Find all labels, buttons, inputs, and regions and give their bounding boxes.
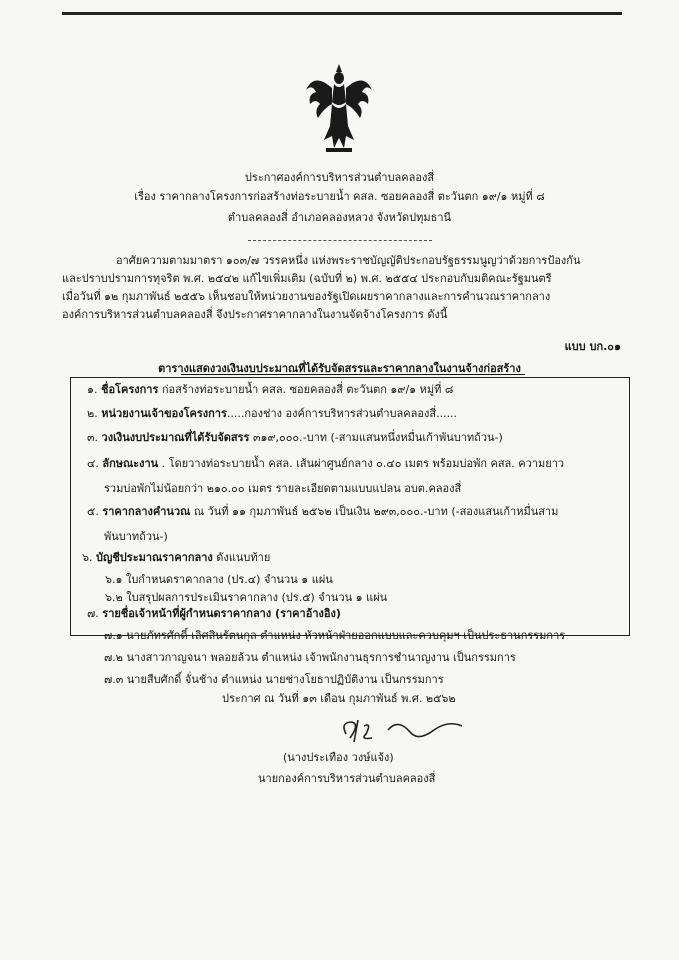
- intro-line-2: และปราบปรามการทุจริต พ.ศ. ๒๕๔๒ แก้ไขเพิ่มเติม (ฉบับที่ ๒) พ.ศ. ๒๕๕๔ ประกอบกับมติคณะรัฐมนตรี: [62, 272, 552, 285]
- announcement-subject: เรื่อง ราคากลางโครงการก่อสร้างท่อระบายน้ำ คสล. ซอยคลองสี่ ตะวันตก ๑๙/๑ หมู่ที่ ๘: [134, 190, 545, 203]
- item-4-cont: รวมบ่อพักไม่น้อยกว่า ๒๑๐.๐๐ เมตร รายละเอียดตามแบบแปลน อบต.คลองสี่: [104, 482, 462, 495]
- item-7-3: ๗.๓ นายสืบศักดิ์ จั่นช้าง ตำแหน่ง นายช่างโยธาปฏิบัติงาน เป็นกรรมการ: [104, 673, 444, 686]
- item-1: ๑. ชื่อโครงการ ก่อสร้างท่อระบายน้ำ คสล. ซอยคลองสี่ ตะวันตก ๑๙/๑ หมู่ที่ ๘: [87, 383, 454, 396]
- item-6-2: ๖.๒ ใบสรุปผลการประเมินราคากลาง (ปร.๕) จำนวน ๑ แผ่น: [105, 591, 388, 604]
- announcement-title: ประกาศองค์การบริหารส่วนตำบลคลองสี่: [244, 171, 435, 184]
- announce-date: ประกาศ ณ วันที่ ๑๓ เดือน กุมภาพันธ์ พ.ศ. ๒๕๖๒: [222, 692, 456, 705]
- intro-line-1: อาศัยความตามมาตรา ๑๐๓/๗ วรรคหนึ่ง แห่งพระราชบัญญัติประกอบรัฐธรรมนูญว่าด้วยการป้องกัน: [116, 254, 581, 267]
- item-5: ๕. ราคากลางคำนวณ ณ วันที่ ๑๑ กุมภาพันธ์ ๒๕๖๒ เป็นเงิน ๒๙๓,๐๐๐.-บาท (-สองแสนเก้าหมื่นสาม: [87, 505, 559, 518]
- form-code: แบบ บก.๐๑: [564, 340, 621, 353]
- signatory-position: นายกองค์การบริหารส่วนตำบลคลองสี่: [258, 772, 436, 785]
- item-7: ๗. รายชื่อเจ้าหน้าที่ผู้กำหนดราคากลาง (ราคาอ้างอิง): [87, 607, 341, 620]
- item-3: ๓. วงเงินงบประมาณที่ได้รับจัดสรร ๓๑๙,๐๐๐.-บาท (-สามแสนหนึ่งหมื่นเก้าพันบาทถ้วน-): [87, 431, 503, 444]
- item-5-cont: พันบาทถ้วน-): [104, 530, 168, 543]
- signature-scribble: [338, 716, 468, 746]
- intro-line-3: เมื่อวันที่ ๑๒ กุมภาพันธ์ ๒๕๕๖ เห็นชอบให้หน่วยงานของรัฐเปิดเผยราคากลางและการคำนวณราคากลาง: [62, 290, 551, 303]
- item-6: ๖. บัญชีประมาณราคากลาง ดังแนบท้าย: [82, 551, 271, 564]
- item-4: ๔. ลักษณะงาน . โดยวางท่อระบายน้ำ คสล. เส้นผ่าศูนย์กลาง ๐.๔๐ เมตร พร้อมบ่อพัก คสล. ความยาว: [87, 457, 565, 470]
- item-7-2: ๗.๒ นางสาวกาญจนา พลอยล้วน ตำแหน่ง เจ้าพนักงานธุรการชำนาญงาน เป็นกรรมการ: [104, 651, 516, 664]
- item-6-1: ๖.๑ ใบกำหนดราคากลาง (ปร.๔) จำนวน ๑ แผ่น: [105, 573, 333, 586]
- intro-line-4: องค์การบริหารส่วนตำบลคลองสี่ จึงประกาศราคากลางในงานจัดจ้างโครงการ ดังนี้: [62, 308, 448, 321]
- announcement-location: ตำบลคลองสี่ อำเภอคลองหลวง จังหวัดปทุมธานี: [227, 211, 452, 224]
- table-title: ตารางแสดงวงเงินงบประมาณที่ได้รับจัดสรรและราคากลางในงานจ้างก่อสร้าง: [158, 362, 521, 375]
- item-2: ๒. หน่วยงานเจ้าของโครงการ.....กองช่าง องค์การบริหารส่วนตำบลคลองสี่......: [87, 407, 458, 420]
- header-divider: [248, 240, 432, 241]
- item-7-1: ๗.๑ นายภัทรศักดิ์ เลิศสินรัตนกุล ตำแหน่ง หัวหน้าฝ่ายออกแบบและควบคุมฯ เป็นประธานกรรมการ: [104, 629, 566, 642]
- garuda-emblem-icon: [304, 62, 374, 154]
- table-title-underline: [181, 374, 525, 375]
- top-border-line: [62, 12, 622, 15]
- signatory-name: (นางประเทือง วงษ์แจ้ง): [283, 751, 394, 764]
